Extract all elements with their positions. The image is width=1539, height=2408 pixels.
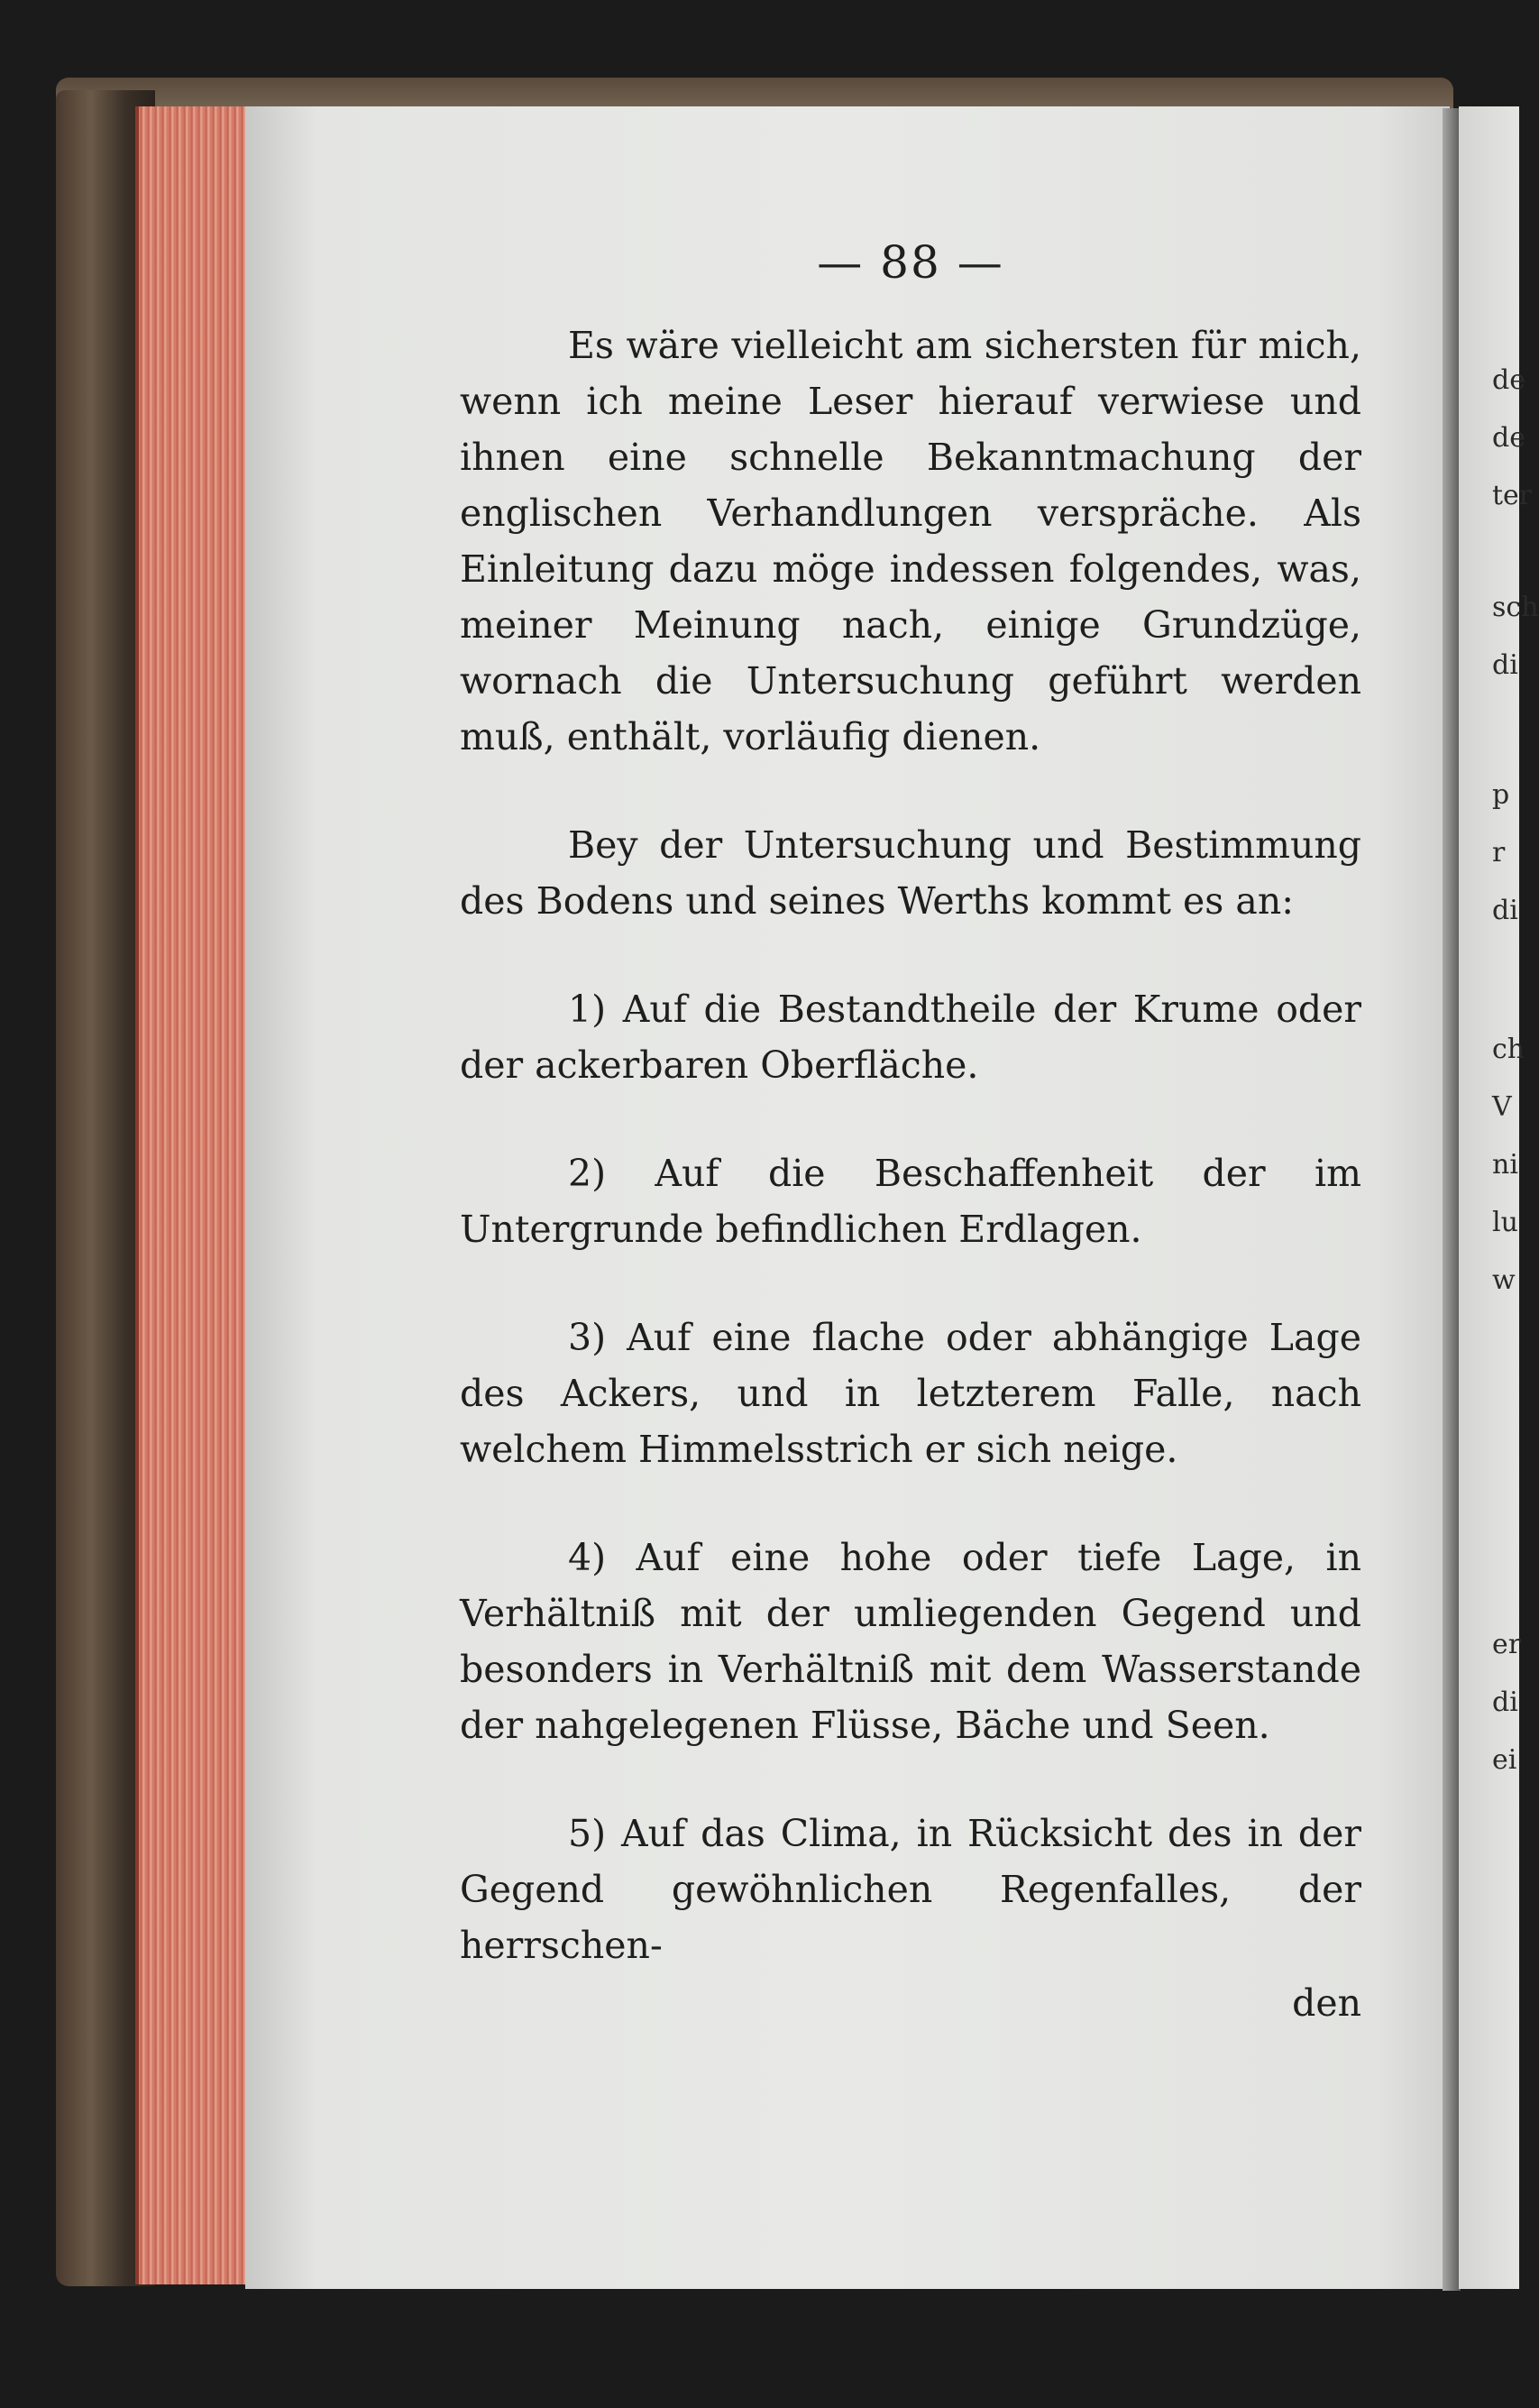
list-item-2: 2) Auf die Beschaffenheit der im Untergrunde befindlichen Erdlagen.	[460, 1152, 1361, 1251]
fragment: V	[1492, 1091, 1512, 1123]
page-text	[460, 234, 1361, 2031]
fragment: r	[1492, 837, 1506, 869]
fragment: ni	[1492, 1149, 1518, 1181]
fragment: di	[1492, 1687, 1518, 1718]
fragment: ter	[1492, 480, 1533, 511]
list-item-4: 4) Auf eine hohe oder tiefe Lage, in Verhältniß mit der umliegenden Gegend und besonders in Verhältniß mit dem Wasserstande der nahgelegenen Flüsse, Bäche und Seen.	[460, 1536, 1361, 1747]
fragment: di	[1492, 895, 1518, 926]
fragment: de	[1492, 364, 1525, 396]
fragment: de	[1492, 422, 1525, 454]
fragment: p	[1492, 779, 1510, 811]
fragment: ch	[1492, 1034, 1525, 1065]
fragment: er	[1492, 1629, 1522, 1660]
paragraph-2: Bey der Untersuchung und Bestimmung des Bodens und seines Werths kommt es an:	[460, 823, 1361, 923]
fragment: sch	[1492, 592, 1539, 623]
fragment: lu	[1492, 1207, 1518, 1238]
list-item-1: 1) Auf die Bestandtheile der Krume oder der ackerbaren Oberfläche.	[460, 988, 1361, 1087]
paragraph-1: Es wäre vielleicht am sichersten für mich, wenn ich meine Leser hierauf verwiese und ihnen eine schnelle Bekanntmachung der englischen Verhandlungen verspräche. Als Einleitung dazu möge indessen folgendes, was, meiner Meinung nach, einige Grundzüge, wornach die Untersuchung geführt werden muß, enthält, vorläufig dienen.	[460, 324, 1361, 758]
fragment: di	[1492, 649, 1518, 681]
page-number: — 88 —	[817, 236, 1004, 289]
list-item-5: 5) Auf das Clima, in Rücksicht des in der Gegend gewöhnlichen Regenfalles, der herrschen-	[460, 1812, 1361, 1967]
fragment: ei	[1492, 1744, 1517, 1776]
fragment: w	[1492, 1264, 1516, 1296]
book-gutter	[1443, 108, 1461, 2291]
page-edges	[135, 106, 256, 2284]
next-page-fragments	[1492, 352, 1539, 1789]
catchword: den	[1292, 1981, 1361, 2025]
list-item-3: 3) Auf eine flache oder abhängige Lage des Ackers, und in letzterem Falle, nach welchem Himmelsstrich er sich neige.	[460, 1316, 1361, 1471]
